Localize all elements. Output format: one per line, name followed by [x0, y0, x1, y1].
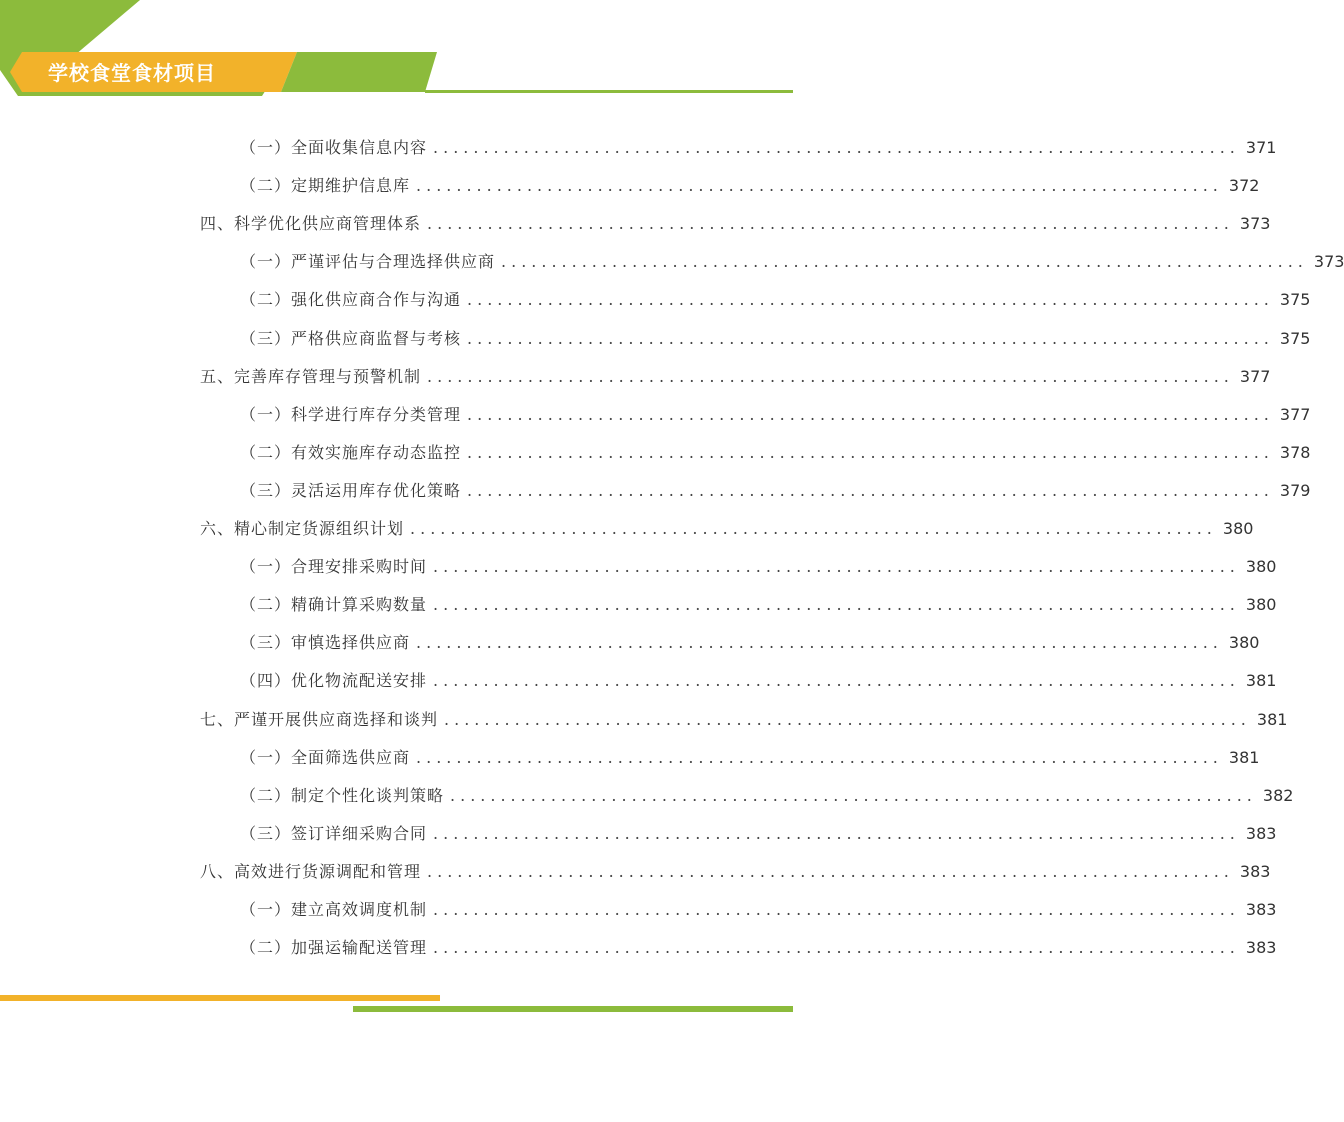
- toc-entry-page: 383: [1245, 900, 1277, 919]
- toc-entry-label: （三）审慎选择供应商: [240, 633, 411, 653]
- toc-entry-page: 375: [1279, 290, 1311, 310]
- toc-entry[interactable]: [240, 592, 1277, 618]
- toc-dot-leader: ................................................................................: [444, 709, 1251, 729]
- toc-entry[interactable]: [200, 516, 1254, 542]
- toc-entry[interactable]: [240, 326, 1311, 352]
- toc-entry[interactable]: [200, 364, 1271, 390]
- toc-entry[interactable]: [240, 249, 1344, 275]
- toc-entry-label: 四、科学优化供应商管理体系: [200, 214, 422, 234]
- toc-entry-page: 371: [1245, 138, 1277, 157]
- toc-entry-label: （一）全面筛选供应商: [240, 747, 411, 767]
- toc-entry-page: 379: [1279, 480, 1311, 500]
- header-title: 学校食堂食材项目: [48, 61, 216, 85]
- toc-entry-page: 380: [1222, 519, 1254, 538]
- toc-dot-leader: ................................................................................: [450, 785, 1257, 805]
- toc-entry-page: 380: [1245, 557, 1277, 577]
- toc-entry-page: 380: [1228, 633, 1260, 653]
- toc-entry-label: （四）优化物流配送安排: [240, 671, 428, 691]
- toc-entry-label: （一）建立高效调度机制: [240, 900, 428, 919]
- toc-entry-label: （一）科学进行库存分类管理: [240, 404, 462, 424]
- toc-dot-leader: ................................................................................: [433, 138, 1240, 157]
- toc-dot-leader: ................................................................................: [427, 214, 1234, 234]
- toc-entry-page: 377: [1279, 404, 1311, 424]
- footer-green-bar: [353, 1006, 793, 1012]
- toc-dot-leader: ................................................................................: [467, 480, 1274, 500]
- toc-entry[interactable]: [240, 440, 1311, 466]
- toc-entry-label: （一）全面收集信息内容: [240, 138, 428, 157]
- toc-entry-label: 五、完善库存管理与预警机制: [200, 366, 422, 386]
- toc-entry-label: （三）签订详细采购合同: [240, 823, 428, 843]
- toc-entry-page: 378: [1279, 442, 1311, 462]
- toc-dot-leader: ................................................................................: [433, 557, 1240, 577]
- toc-entry-label: 八、高效进行货源调配和管理: [200, 861, 422, 881]
- toc-entry-label: （三）严格供应商监督与考核: [240, 328, 462, 348]
- toc-dot-leader: ................................................................................: [433, 900, 1240, 919]
- toc-entry-page: 377: [1239, 366, 1271, 386]
- toc-entry-page: 383: [1245, 823, 1277, 843]
- toc-entry-page: 381: [1256, 709, 1288, 729]
- toc-entry-page: 375: [1279, 328, 1311, 348]
- toc-entry-label: （二）强化供应商合作与沟通: [240, 290, 462, 310]
- header-green-shape-top: [0, 0, 140, 55]
- toc-entry-page: 373: [1313, 252, 1344, 272]
- toc-entry[interactable]: [240, 287, 1311, 313]
- toc-entry[interactable]: [240, 668, 1277, 694]
- toc-entry[interactable]: [240, 402, 1311, 428]
- toc-entry-label: （二）定期维护信息库: [240, 176, 411, 196]
- toc-dot-leader: ................................................................................: [433, 595, 1240, 615]
- toc-entry-label: （二）制定个性化谈判策略: [240, 785, 445, 805]
- toc-dot-leader: ................................................................................: [416, 176, 1223, 196]
- toc-dot-leader: ................................................................................: [467, 442, 1274, 462]
- toc-entry[interactable]: [200, 707, 1288, 733]
- header-green-band: [281, 52, 437, 92]
- toc-entry-label: （二）加强运输配送管理: [240, 938, 428, 958]
- toc-entry[interactable]: [200, 859, 1271, 885]
- toc-entry[interactable]: [240, 821, 1277, 847]
- toc-dot-leader: ................................................................................: [467, 290, 1274, 310]
- toc-entry-page: 381: [1228, 747, 1260, 767]
- toc-entry-label: （一）严谨评估与合理选择供应商: [240, 252, 496, 272]
- toc-entry-label: （二）有效实施库存动态监控: [240, 442, 462, 462]
- toc-dot-leader: ................................................................................: [467, 404, 1274, 424]
- toc-dot-leader: ................................................................................: [433, 823, 1240, 843]
- footer-yellow-bar: [0, 995, 440, 1001]
- toc-entry-page: 373: [1239, 214, 1271, 234]
- toc-entry[interactable]: [240, 630, 1260, 656]
- toc-dot-leader: ................................................................................: [416, 633, 1223, 653]
- toc-entry-label: （一）合理安排采购时间: [240, 557, 428, 577]
- toc-entry-label: （三）灵活运用库存优化策略: [240, 480, 462, 500]
- toc-entry-page: 383: [1245, 938, 1277, 958]
- toc-dot-leader: ................................................................................: [501, 252, 1308, 272]
- toc-dot-leader: ................................................................................: [427, 861, 1234, 881]
- toc-dot-leader: ................................................................................: [433, 671, 1240, 691]
- toc-entry-page: 372: [1228, 176, 1260, 196]
- toc-entry[interactable]: [240, 135, 1277, 161]
- toc-entry-label: （二）精确计算采购数量: [240, 595, 428, 615]
- toc-entry-page: 383: [1239, 861, 1271, 881]
- toc-entry[interactable]: [240, 935, 1277, 961]
- toc-dot-leader: ................................................................................: [416, 747, 1223, 767]
- page-header: [0, 0, 793, 100]
- toc-entry-label: 六、精心制定货源组织计划: [200, 519, 405, 538]
- toc-dot-leader: ................................................................................: [433, 938, 1240, 958]
- toc-dot-leader: ................................................................................: [410, 519, 1217, 538]
- toc-entry[interactable]: [240, 173, 1260, 199]
- toc-entry[interactable]: [200, 211, 1271, 237]
- toc-entry[interactable]: [240, 783, 1294, 809]
- toc-entry[interactable]: [240, 745, 1260, 771]
- toc-entry[interactable]: [240, 897, 1277, 923]
- toc-entry-page: 382: [1262, 785, 1294, 805]
- toc-entry-label: 七、严谨开展供应商选择和谈判: [200, 709, 439, 729]
- header-rule: [425, 90, 793, 93]
- toc-entry-page: 381: [1245, 671, 1277, 691]
- toc-entry[interactable]: [240, 554, 1277, 580]
- toc-dot-leader: ................................................................................: [427, 366, 1234, 386]
- toc-entry[interactable]: [240, 478, 1311, 504]
- toc-entry-page: 380: [1245, 595, 1277, 615]
- toc-dot-leader: ................................................................................: [467, 328, 1274, 348]
